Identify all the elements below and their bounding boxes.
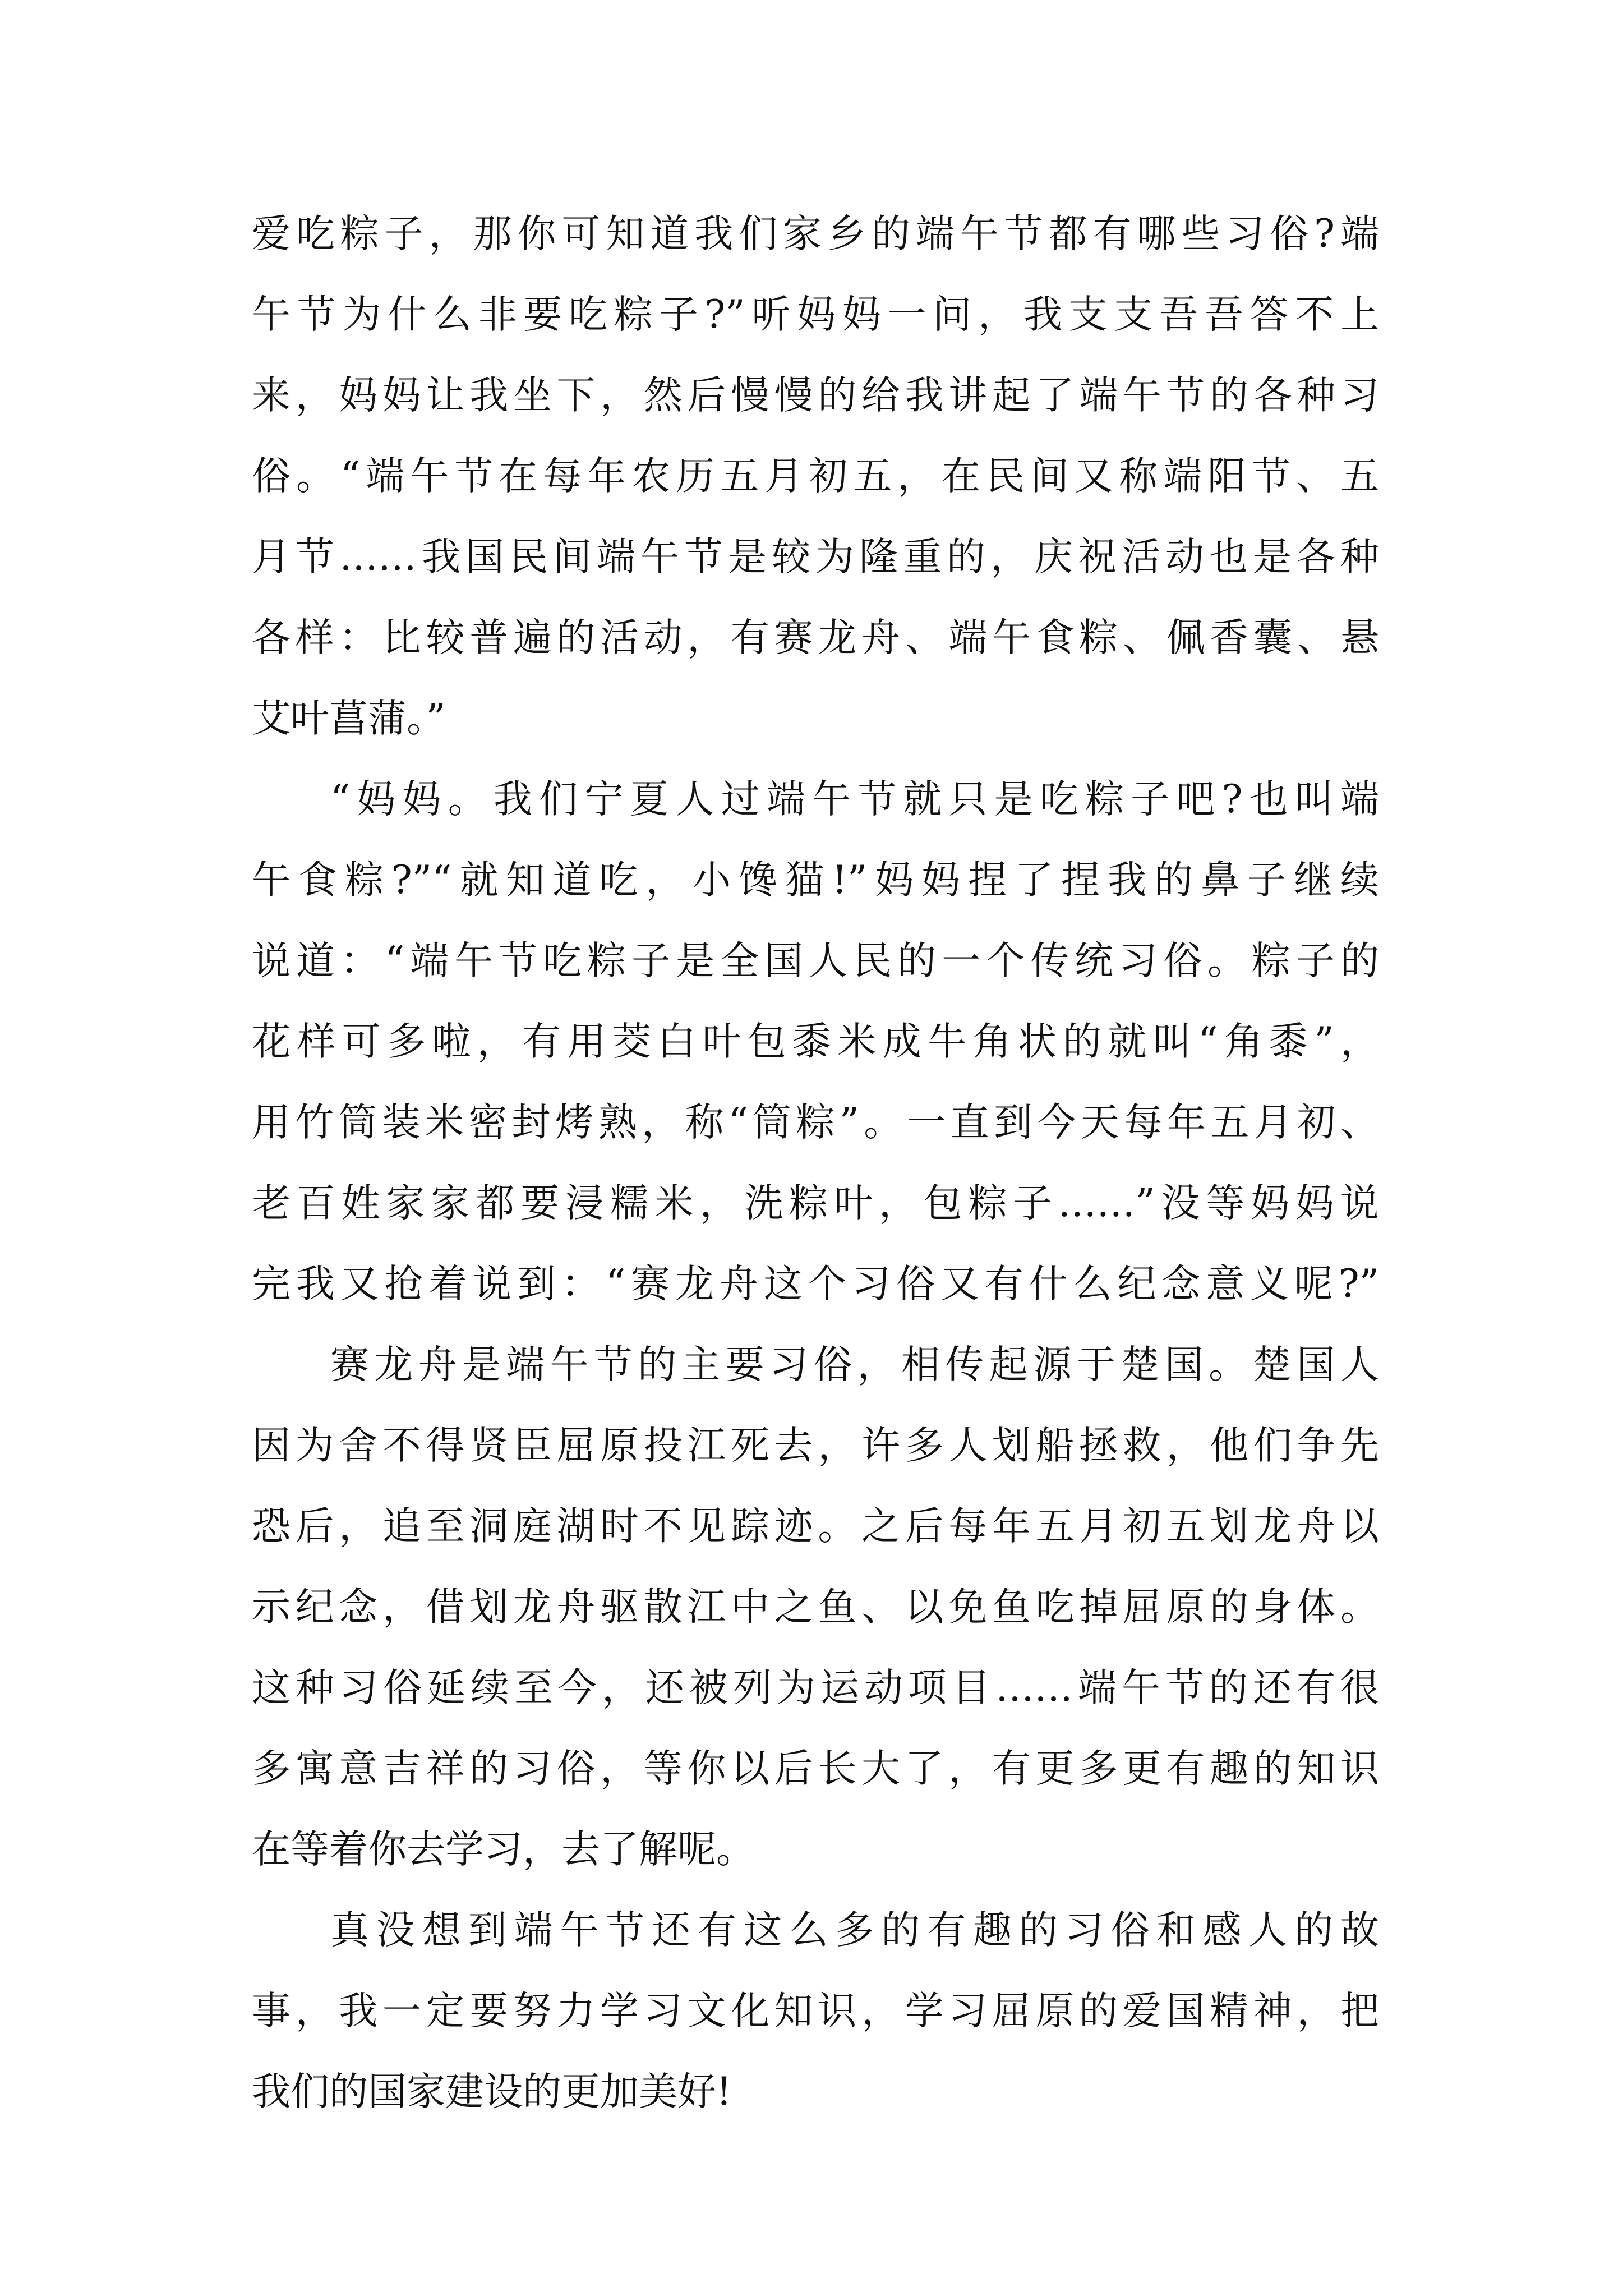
text-line: 老百姓家家都要浸糯米，洗粽叶，包粽子……”没等妈妈说: [252, 1181, 1379, 1226]
text-line: 恐后，追至洞庭湖时不见踪迹。之后每年五月初五划龙舟以: [252, 1504, 1379, 1549]
text-line: 花样可多啦，有用茭白叶包黍米成牛角状的就叫“角黍”，: [252, 1019, 1379, 1064]
text-line: 我们的国家建设的更加美好!: [252, 2069, 732, 2114]
text-line: 爱吃粽子，那你可知道我们家乡的端午节都有哪些习俗?端: [252, 211, 1379, 256]
text-line: 因为舍不得贤臣屈原投江死去，许多人划船拯救，他们争先: [252, 1423, 1379, 1468]
paragraph-first-line: 赛龙舟是端午节的主要习俗，相传起源于楚国。楚国人: [330, 1342, 1379, 1387]
text-line: 各样：比较普遍的活动，有赛龙舟、端午食粽、佩香囊、悬: [252, 615, 1379, 660]
text-line: 俗。“端午节在每年农历五月初五，在民间又称端阳节、五: [252, 454, 1379, 499]
paragraph-first-line: 真没想到端午节还有这么多的有趣的习俗和感人的故: [330, 1908, 1379, 1953]
text-line: 艾叶菖蒲。”: [252, 696, 446, 741]
text-line: 事，我一定要努力学习文化知识，学习屈原的爱国精神，把: [252, 1989, 1379, 2033]
text-line: 完我又抢着说到：“赛龙舟这个习俗又有什么纪念意义呢?”: [252, 1262, 1379, 1306]
text-line: 午食粽?”“就知道吃，小馋猫!”妈妈捏了捏我的鼻子继续: [252, 858, 1379, 903]
text-line: 月节……我国民间端午节是较为隆重的，庆祝活动也是各种: [252, 535, 1379, 579]
text-line: 示纪念，借划龙舟驱散江中之鱼、以免鱼吃掉屈原的身体。: [252, 1585, 1379, 1630]
text-line: 这种习俗延续至今，还被列为运动项目……端午节的还有很: [252, 1665, 1379, 1710]
text-line: 说道：“端午节吃粽子是全国人民的一个传统习俗。粽子的: [252, 938, 1379, 983]
paragraph-first-line: “妈妈。我们宁夏人过端午节就只是吃粽子吧?也叫端: [330, 777, 1379, 822]
text-line: 在等着你去学习，去了解呢。: [252, 1827, 755, 1872]
text-line: 来，妈妈让我坐下，然后慢慢的给我讲起了端午节的各种习: [252, 373, 1379, 418]
text-line: 多寓意吉祥的习俗，等你以后长大了，有更多更有趣的知识: [252, 1746, 1379, 1791]
text-line: 用竹筒装米密封烤熟，称“筒粽”。一直到今天每年五月初、: [252, 1100, 1379, 1145]
document-body: [252, 210, 1379, 2148]
text-line: 午节为什么非要吃粽子?”听妈妈一问，我支支吾吾答不上: [252, 292, 1379, 337]
